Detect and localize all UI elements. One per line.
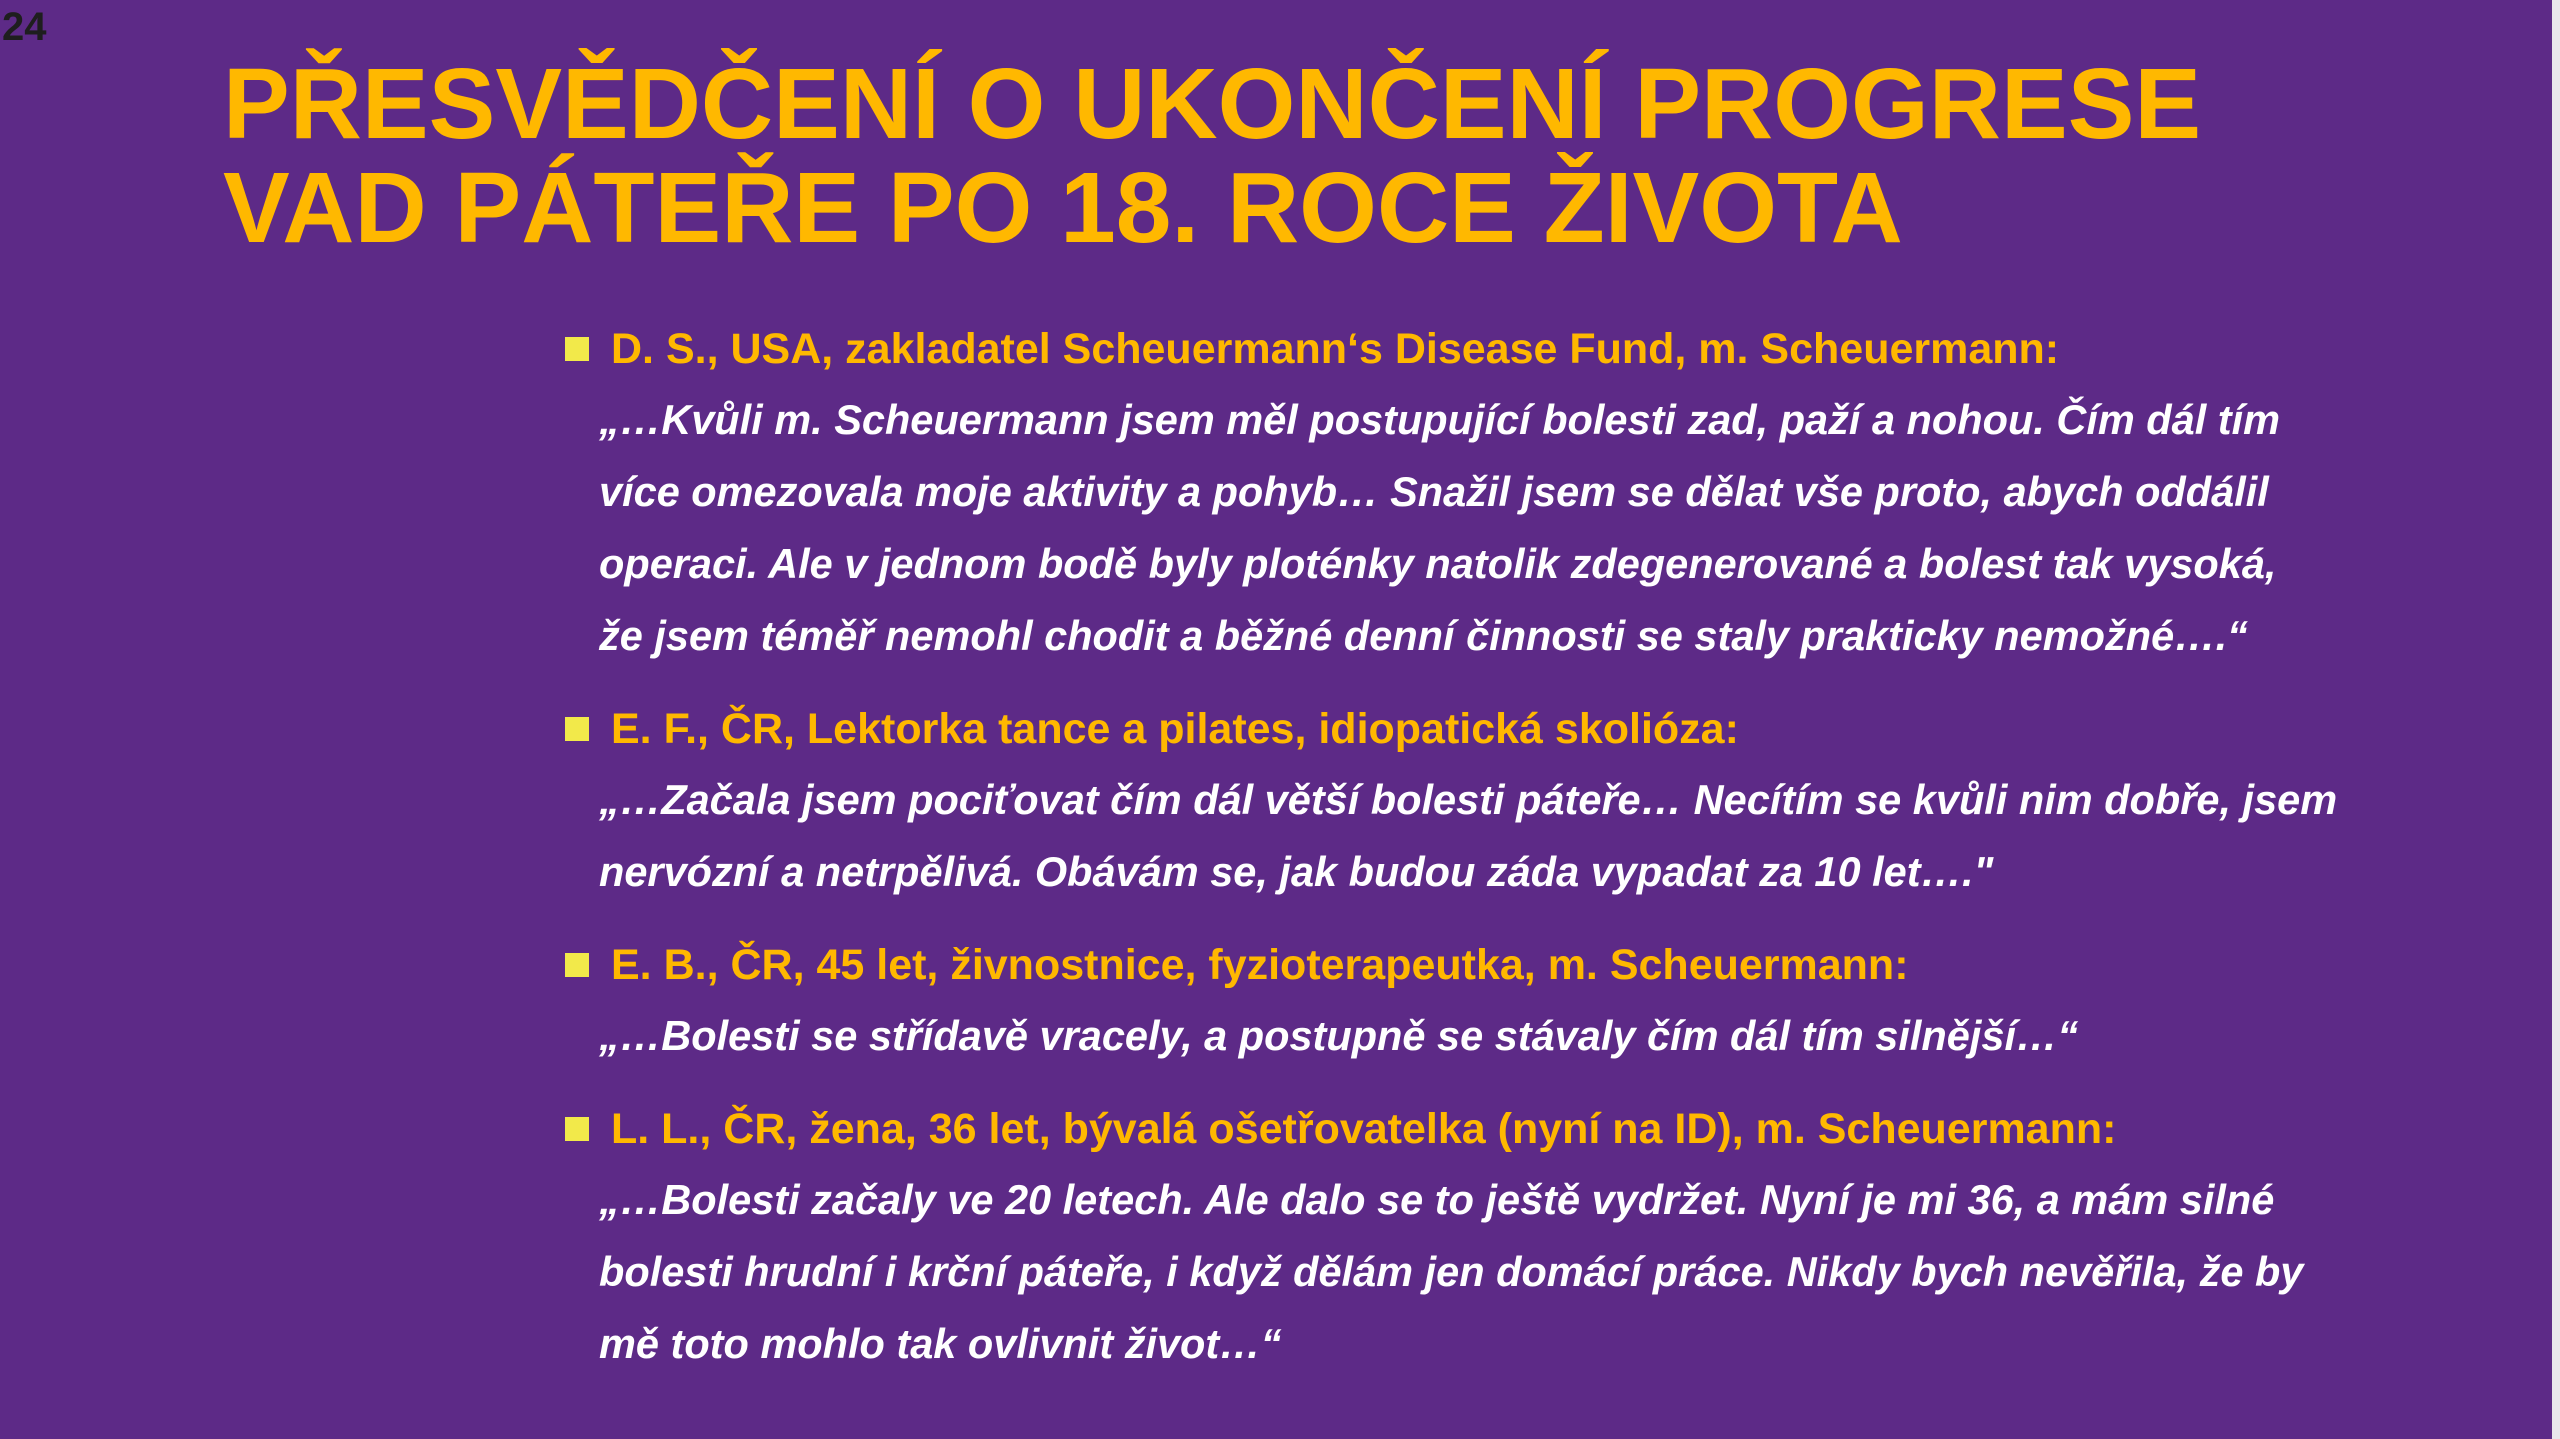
testimonial-item — [562, 1094, 2522, 1380]
quote-line: že jsem téměř nemohl chodit a běžné denní činnosti se staly prakticky nemožné….“ — [599, 612, 2248, 659]
square-bullet-icon — [565, 1117, 589, 1141]
slide-title-line-1: PŘESVĚDČENÍ O UKONČENÍ PROGRESE — [223, 48, 2202, 160]
testimonial-item — [562, 694, 2522, 908]
quote-line: „…Bolesti se střídavě vracely, a postupně se stávaly čím dál tím silnější…“ — [599, 1012, 2079, 1059]
testimonial-quote — [599, 764, 2560, 908]
quote-line: více omezovala moje aktivity a pohyb… Snažil jsem se dělat vše proto, abych oddálil — [599, 468, 2269, 515]
testimonial-header — [562, 694, 2522, 764]
testimonial-header — [562, 314, 2522, 384]
slide-title-line-2: VAD PÁTEŘE PO 18. ROCE ŽIVOTA — [223, 152, 1903, 264]
slide-number: 24 — [2, 5, 47, 49]
testimonial-quote — [599, 1000, 2560, 1072]
square-bullet-icon — [565, 337, 589, 361]
testimonial-quote — [599, 384, 2560, 672]
testimonial-item — [562, 314, 2522, 672]
testimonial-item — [562, 930, 2522, 1072]
testimonial-quote — [599, 1164, 2560, 1380]
testimonial-list — [562, 314, 2522, 1402]
quote-line: „…Bolesti začaly ve 20 letech. Ale dalo se to ještě vydržet. Nyní je mi 36, a mám silné — [599, 1176, 2275, 1223]
testimonial-author: E. B., ČR, 45 let, živnostnice, fyzioterapeutka, m. Scheuermann: — [611, 941, 1909, 989]
slide-title — [223, 48, 2503, 264]
quote-line: bolesti hrudní i krční páteře, i když dělám jen domácí práce. Nikdy bych nevěřila, že by — [599, 1248, 2304, 1295]
quote-line: nervózní a netrpělivá. Obávám se, jak budou záda vypadat za 10 let…." — [599, 848, 1994, 895]
quote-line: „…Začala jsem pociťovat čím dál větší bolesti páteře… Necítím se kvůli nim dobře, jsem — [599, 776, 2338, 823]
testimonial-author: L. L., ČR, žena, 36 let, bývalá ošetřovatelka (nyní na ID), m. Scheuermann: — [611, 1105, 2117, 1153]
quote-line: „…Kvůli m. Scheuermann jsem měl postupující bolesti zad, paží a nohou. Čím dál tím — [599, 396, 2281, 443]
slide-edge — [2552, 0, 2560, 1439]
square-bullet-icon — [565, 717, 589, 741]
testimonial-author: D. S., USA, zakladatel Scheuermann‘s Disease Fund, m. Scheuermann: — [611, 325, 2060, 373]
quote-line: operaci. Ale v jednom bodě byly ploténky natolik zdegenerované a bolest tak vysoká, — [599, 540, 2277, 587]
quote-line: mě toto mohlo tak ovlivnit život…“ — [599, 1320, 1282, 1367]
testimonial-header — [562, 1094, 2522, 1164]
testimonial-header — [562, 930, 2522, 1000]
testimonial-author: E. F., ČR, Lektorka tance a pilates, idiopatická skolióza: — [611, 705, 1739, 753]
square-bullet-icon — [565, 953, 589, 977]
